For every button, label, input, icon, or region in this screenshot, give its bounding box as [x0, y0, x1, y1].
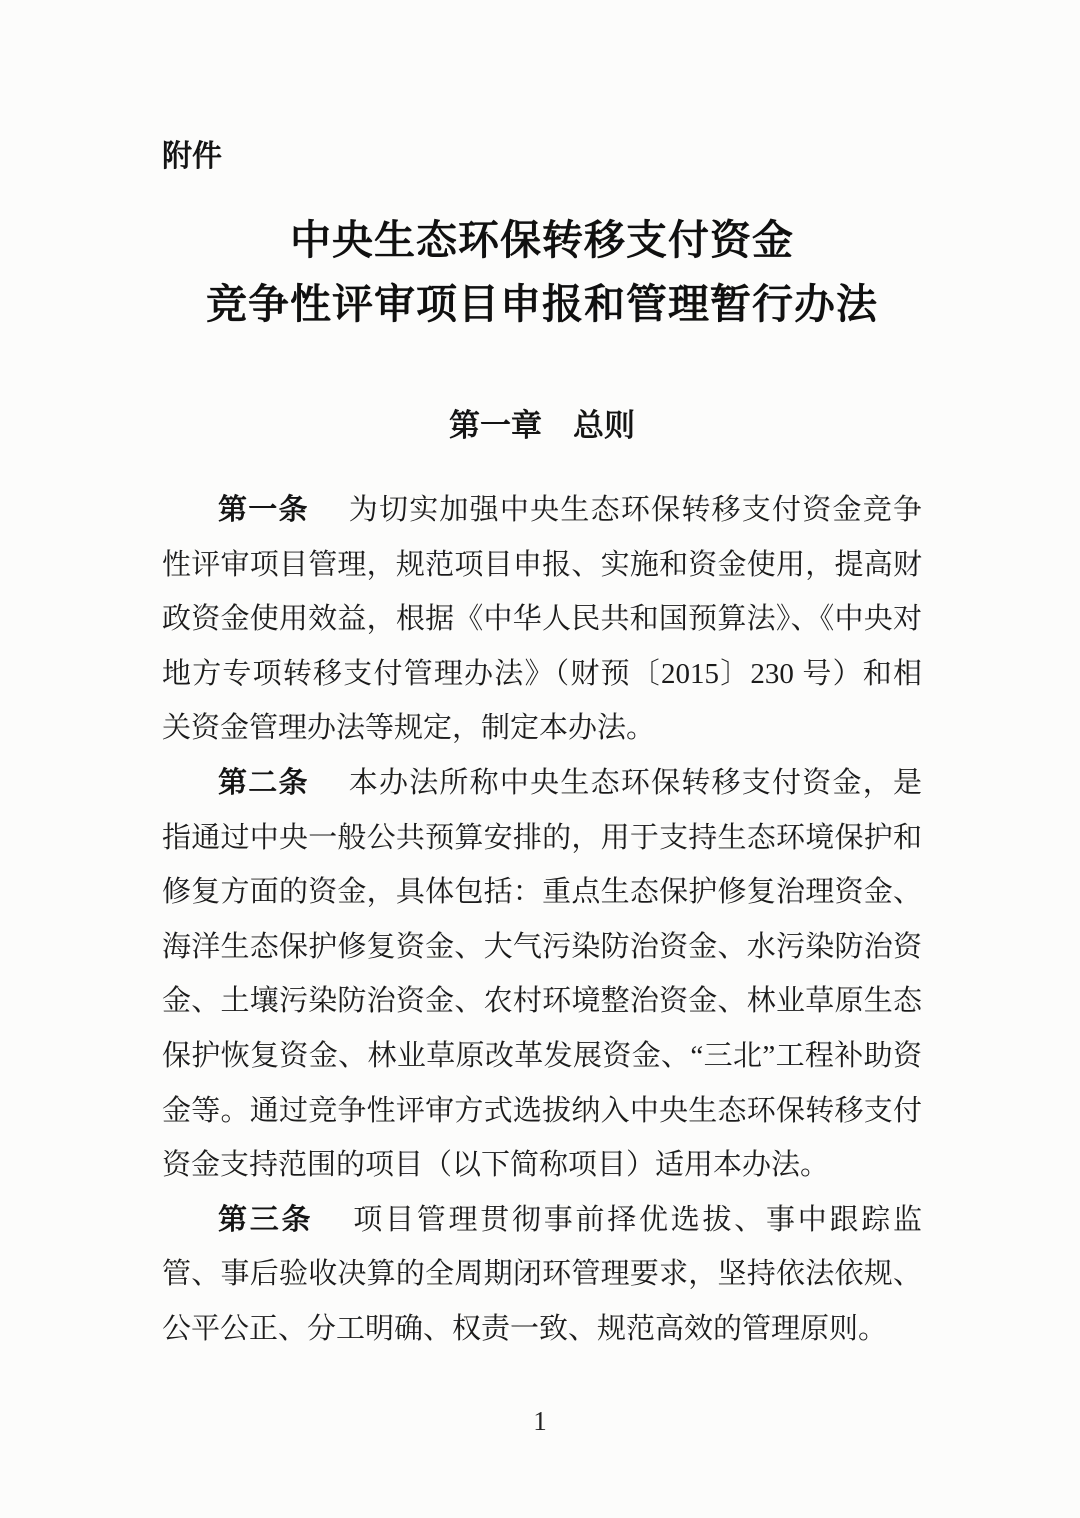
attachment-label: 附件 [162, 140, 222, 173]
page-number: 1 [533, 1406, 547, 1436]
article-3 [162, 1193, 922, 1357]
article-2 [162, 756, 922, 1193]
document-title-line-1: 中央生态环保转移支付资金 [290, 217, 794, 263]
article-1-number: 第一条 [218, 494, 309, 526]
article-1-text: 为切实加强中央生态环保转移支付资金竞争性评审项目管理，规范项目申报、实施和资金使用，提高财政资金使用效益，根据《中华人民共和国预算法》、《中央对地方专项转移支付管理办法》（财预〔2015〕230 号）和相关资金管理办法等规定，制定本办法。 [162, 494, 922, 745]
article-2-text: 本办法所称中央生态环保转移支付资金，是指通过中央一般公共预算安排的，用于支持生态环境保护和修复方面的资金，具体包括：重点生态保护修复治理资金、海洋生态保护修复资金、大气污染防治资金、水污染防治资金、土壤污染防治资金、农村环境整治资金、林业草原生态保护恢复资金、林业草原改革发展资金、“三北”工程补助资金等。通过竞争性评审方式选拔纳入中央生态环保转移支付资金支持范围的项目（以下简称项目）适用本办法。 [162, 766, 922, 1182]
article-3-number: 第三条 [218, 1203, 314, 1236]
article-3-text: 项目管理贯彻事前择优选拔、事中跟踪监管、事后验收决算的全周期闭环管理要求，坚持依法依规、公平公正、分工明确、权责一致、规范高效的管理原则。 [162, 1203, 922, 1345]
article-2-number: 第二条 [218, 766, 309, 799]
document-title-line-2: 竞争性评审项目申报和管理暂行办法 [206, 281, 878, 327]
chapter-heading: 第一章 总则 [449, 408, 635, 443]
document-body [162, 483, 922, 1357]
document-title [162, 208, 922, 336]
article-1 [162, 483, 922, 756]
